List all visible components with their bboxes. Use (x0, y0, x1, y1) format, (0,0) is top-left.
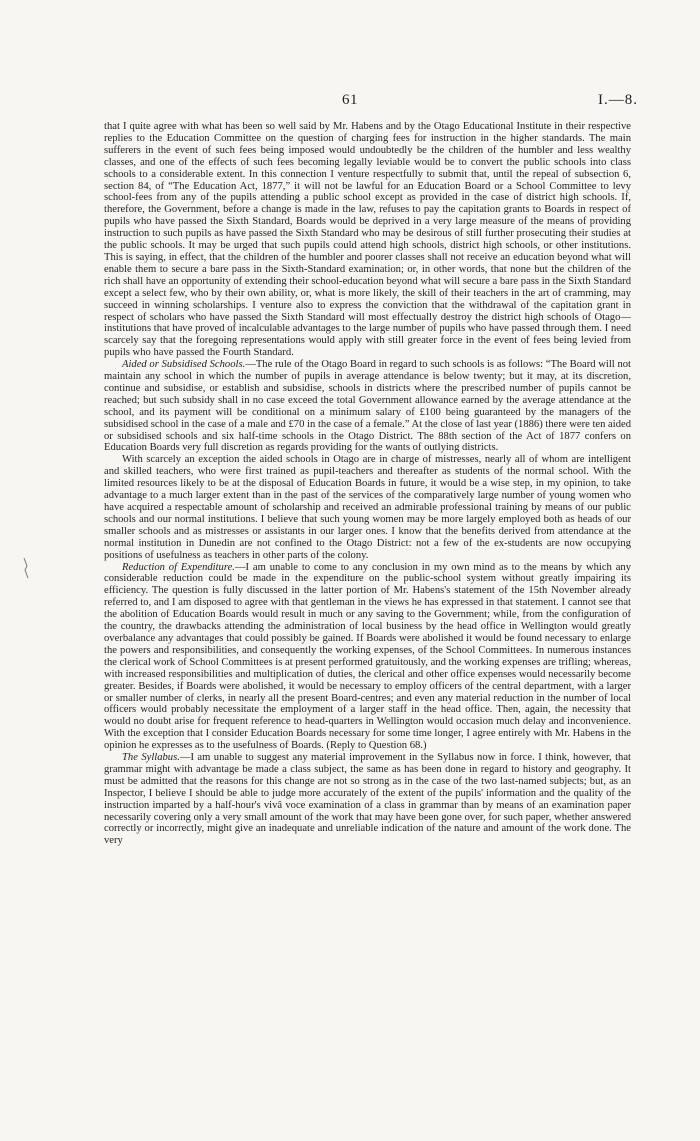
page-reference: I.—8. (598, 92, 638, 108)
paragraph-aided-schools (104, 359, 631, 454)
paragraph-reduction-text: —I am unable to come to any conclusion in my own mind as to the means by which any considerable reduction could be made in the expenditure on the public-school system without greatly impairing its efficiency. The question is fully discussed in the latter portion of Mr. Habens's statement of the 15th November already referred to, and I am disposed to agree with that gentleman in the views he has expressed in that statement. I cannot see that the abolition of Education Boards would result in much or any saving to the Government; while, from the configuration of the country, the drawbacks attending the administration of local business by the head office in Wellington would greatly overbalance any advantages that could possibly be gained. If Boards were abolished it would be found necessary to enlarge the powers and responsibilities, and consequently the working expenses, of the School Committees. In numerous instances the clerical work of School Committees is at present performed gratuitously, and the working expenses are trifling; whereas, with increased responsibilities and multiplication of duties, the clerical and other office expenses would necessarily become greater. Besides, if Boards were abolished, it would be necessary to employ officers of the central department, with a larger or smaller number of clerks, in nearly all the present Board-centres; and even any material reduction in the number of local officers would probably necessitate the employment of a larger staff in the head office. Then, again, the necessity that would no doubt arise for frequent reference to head-quarters in Wellington would occasion much delay and inconvenience. With the exception that I consider Education Boards necessary for some time longer, I agree entirely with Mr. Habens in the opinion he expresses as to the usefulness of Boards. (Reply to Question 68.) (104, 561, 632, 752)
heading-syllabus: The Syllabus. (122, 752, 180, 764)
paragraph-1-text: that I quite agree with what has been so well said by Mr. Habens and by the Otago Educational Institute in their respective replies to the Education Committee on the question of charging fees for instruction in the higher standards. The main sufferers in the event of such fees being imposed would undoubtedly be the children of the humbler and less wealthy classes, and one of the effects of such fees becoming legally leviable would be to convert the public schools into class schools to a considerable extent. In this connection I venture respectfully to submit that, until the repeal of subsection 6, section 84, of “The Education Act, 1877,” it will not be lawful for an Education Board or a School Committee to levy school-fees from any of the pupils attending a public school except as provided in the case of district high schools. If, therefore, the Government, before a change is made in the law, refuses to pay the capitation grants to Boards in respect of pupils who have passed the Sixth Standard, Boards would be deprived in a very large measure of the means of providing instruction to such pupils as have passed the Sixth Standard who may be desirous of still further prosecuting their studies at the public schools. It may be urged that such pupils could attend high schools, district high schools, or other institutions. This is saying, in effect, that the children of the humbler and poorer classes shall not receive an education beyond what will enable them to secure a bare pass in the Sixth-Standard examination; or, in other words, that none but the children of the rich shall have an opportunity of extending their school-education beyond what will secure a bare pass in the Sixth Standard except a select few, who by their own ability, or, what is more likely, the skill of their teachers in the art of cramming, may succeed in winning scholarships. I venture also to express the conviction that the withdrawal of the capitation grant in respect of scholars who have passed the Sixth Standard will most effectually destroy the district high schools of Otago—institutions that have proved of incalculable advantages to the large number of pupils who have passed through them. I need scarcely say that the foregoing representations would apply with still greater force in the event of fees being levied from pupils who have passed the Fourth Standard. (104, 121, 631, 359)
paragraph-reduction (104, 562, 631, 753)
body-text (104, 121, 631, 847)
heading-aided-schools: Aided or Subsidised Schools. (122, 359, 246, 371)
paragraph-1 (104, 121, 631, 359)
paragraph-syllabus (104, 752, 631, 847)
paragraph-aided-schools-text: —The rule of the Otago Board in regard to such schools is as follows: “The Board will not maintain any school in which the number of pupils in average attendance is below twenty; but it may, at its discretion, continue and subsidise, or establish and subsidise, schools in districts where the prescribed number of pupils cannot be reached; but such subsidy shall in no case exceed the total Government allowance earned by the average attendance at the school, and its payment will be conditional on a minimum salary of £100 being guaranteed by the managers of the subsidised school in the case of a male and £70 in the case of a female.” At the close of last year (1886) there were ten aided or subsidised schools and six half-time schools in the Otago District. The 88th section of the Act of 1877 confers on Education Boards very full discretion as regards providing for the wants of outlying districts. (104, 359, 631, 454)
paragraph-mistresses (104, 454, 631, 561)
paragraph-syllabus-text: —I am unable to suggest any material improvement in the Syllabus now in force. I think, however, that grammar might with advantage be made a class subject, the same as has been done in regard to history and geography. It must be admitted that the reasons for this change are not so strong as in the case of the two last-named subjects; but, as an Inspector, I believe I should be able to judge more accurately of the extent of the pupils' information and the quality of the instruction imparted by a half-hour's vivâ voce examination of a class in grammar than by means of an examination paper necessarily covering only a very small amount of the work that may have been gone over, for such paper, whether answered correctly or incorrectly, might give an inadequate and unreliable indication of the nature and amount of the work done. The very (104, 752, 632, 847)
heading-reduction-of-expenditure: Reduction of Expenditure. (122, 561, 235, 573)
page-number: 61 (342, 92, 358, 108)
margin-binding-mark (22, 556, 30, 580)
paragraph-mistresses-text: With scarcely an exception the aided schools in Otago are in charge of mistresses, nearly all of whom are intelligent and skilled teachers, who were first trained as pupil-teachers and thereafter as students of the normal school. With the limited resources likely to be at the disposal of Education Boards in future, it would be a wise step, in my opinion, to take advantage to a much larger extent than in the past of the services of the comparatively large number of young women who have acquired a respectable amount of scholarship and received an admirable professional training by means of our public schools and our normal institutions. I believe that such young women may be more largely employed both as heads of our smaller schools and as mistresses or assistants in our larger ones. I know that the benefits derived from attendance at the normal institution in Dunedin are not confined to the Otago District: not a few of the ex-students are now occupying positions of usefulness as teachers in other parts of the colony. (104, 454, 631, 561)
